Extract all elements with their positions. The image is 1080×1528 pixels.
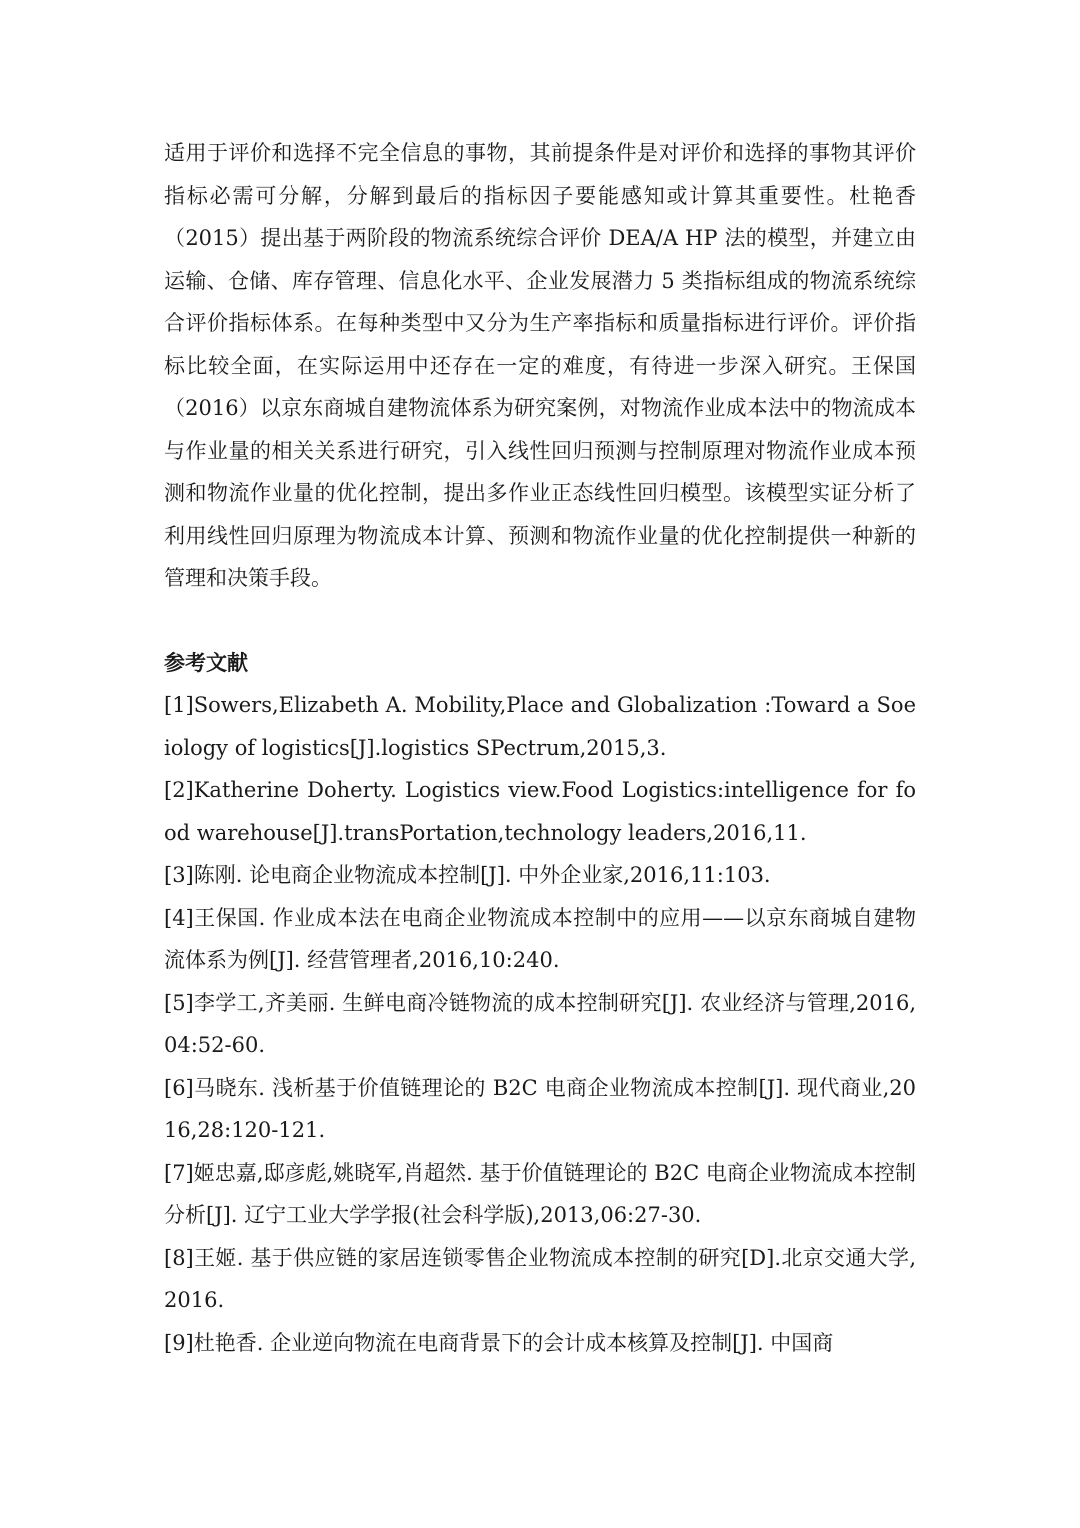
- reference-item-4: [4]王保国. 作业成本法在电商企业物流成本控制中的应用——以京东商城自建物流体系为例[J]. 经营管理者,2016,10:240.: [164, 905, 916, 972]
- body-paragraph: 适用于评价和选择不完全信息的事物，其前提条件是对评价和选择的事物其评价指标必需可分解，分解到最后的指标因子要能感知或计算其重要性。杜艳香（2015）提出基于两阶段的物流系统综合评价 DEA/A HP 法的模型，并建立由运输、仓储、库存管理、信息化水平、企业发展潜力 5 类指标组成的物流系统综合评价指标体系。在每种类型中又分为生产率指标和质量指标进行评价。评价指标比较全面，在实际运用中还存在一定的难度，有待进一步深入研究。王保国（2016）以京东商城自建物流体系为研究案例，对物流作业成本法中的物流成本与作业量的相关关系进行研究，引入线性回归预测与控制原理对物流作业成本预测和物流作业量的优化控制，提出多作业正态线性回归模型。该模型实证分析了利用线性回归原理为物流成本计算、预测和物流作业量的优化控制提供一种新的管理和决策手段。: [164, 141, 916, 590]
- reference-item-1: [1]Sowers,Elizabeth A. Mobility,Place and Globalization :Toward a Soeiology of logistics[J].logistics SPectrum,2015,3.: [164, 693, 916, 760]
- reference-item-8: [8]王姬. 基于供应链的家居连锁零售企业物流成本控制的研究[D].北京交通大学,2016.: [164, 1245, 916, 1312]
- reference-item-2: [2]Katherine Doherty. Logistics view.Food Logistics:intelligence for food warehouse[J].transPortation,technology leaders,2016,11.: [164, 778, 916, 845]
- reference-item-5: [5]李学工,齐美丽. 生鲜电商冷链物流的成本控制研究[J]. 农业经济与管理,2016,04:52-60.: [164, 990, 916, 1057]
- reference-item-9: [9]杜艳香. 企业逆向物流在电商背景下的会计成本核算及控制[J]. 中国商: [164, 1330, 834, 1355]
- reference-item-3: [3]陈刚. 论电商企业物流成本控制[J]. 中外企业家,2016,11:103.: [164, 863, 771, 887]
- reference-item-7: [7]姬忠嘉,邸彦彪,姚晓军,肖超然. 基于价值链理论的 B2C 电商企业物流成本控制分析[J]. 辽宁工业大学学报(社会科学版),2013,06:27-30.: [164, 1160, 916, 1227]
- reference-item-6: [6]马晓东. 浅析基于价值链理论的 B2C 电商企业物流成本控制[J]. 现代商业,2016,28:120-121.: [164, 1075, 916, 1142]
- page-content: [164, 132, 916, 1364]
- references-heading: 参考文献: [164, 649, 248, 675]
- reference-list: [164, 684, 916, 1364]
